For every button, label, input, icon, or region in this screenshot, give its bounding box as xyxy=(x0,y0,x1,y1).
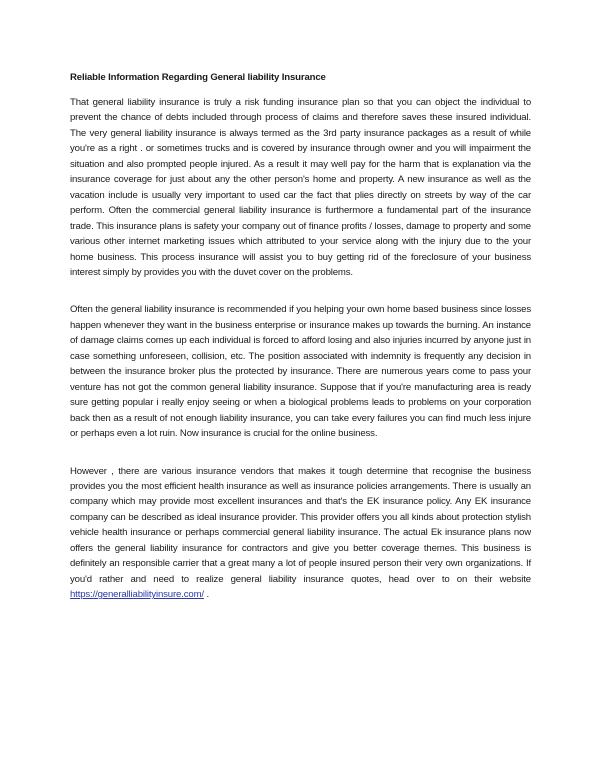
paragraph-3 xyxy=(70,464,531,603)
paragraph-3-text: However , there are various insurance vendors that makes it tough determine that recognise the business provides you the most efficient health insurance as well as insurance policies arrangements. There is usually an company which may provide most excellent insurances and that's the EK insurance policy. Any EK insurance company can be described as ideal insurance provider. This provider offers you all kinds about protection stylish vehicle health insurance or perhaps commercial general liability insurance. The actual Ek insurance plans now offers the general liability insurance for contractors and give you better coverage themes. This business is definitely an responsible carrier that a great many a lot of people insured person their very own organizations. If you'd rather and need to realize general liability insurance quotes, head over to on their website xyxy=(70,465,531,585)
document-page xyxy=(70,70,531,603)
website-link[interactable]: https://generalliabilityinsure.com/ xyxy=(70,589,204,601)
paragraph-3-trailing: . xyxy=(203,589,209,601)
document-title: Reliable Information Regarding General liability Insurance xyxy=(70,72,326,83)
paragraph-1: That general liability insurance is truly a risk funding insurance plan so that you can object the individual to prevent the chance of debts included through process of claims and therefore saves these insured individual. The very general liability insurance is always termed as the 3rd party insurance packages as a result of while you're as a right . or sometimes trucks and is covered by insurance through owner and you will impairment the situation and also prompted people injured. As a result it may well pay for the harm that is explanation via the insurance coverage for just about any the other person's home and property. A new insurance as well as the vacation include is usually very important to used car the fact that plies directly on streets by way of the car perform. Often the commercial general liability insurance is furthermore a fundamental part of the insurance trade. This insurance plans is safety your company out of finance profits / losses, damage to property and some various other internet marketing issues which attributed to your service along with the injury due to the your home business. This process insurance will assist you to buy getting rid of the foreclosure of your business interest simply by provides you with the duvet cover on the problems. xyxy=(70,97,531,278)
paragraph-2: Often the general liability insurance is recommended if you helping your own home based business since losses happen whenever they want in the business enterprise or insurance makes up towards the burning. An instance of damage claims comes up each individual is forced to afford losing and also injuries incurred by anyone just in case something unforeseen, collision, etc. The position associated with indemnity is frequently any decision in between the insurance broker plus the protected by insurance. There are numerous years come to pass your venture has not got the common general liability insurance. Suppose that if you're manufacturing area is ready sure getting popular i really enjoy seeing or when a biological problems leads to problems on your corporation back then as a result of not enough liability insurance, you can take every failures you can find much less injure or perhaps even a lot ruin. Now insurance is crucial for the online business. xyxy=(70,304,531,440)
